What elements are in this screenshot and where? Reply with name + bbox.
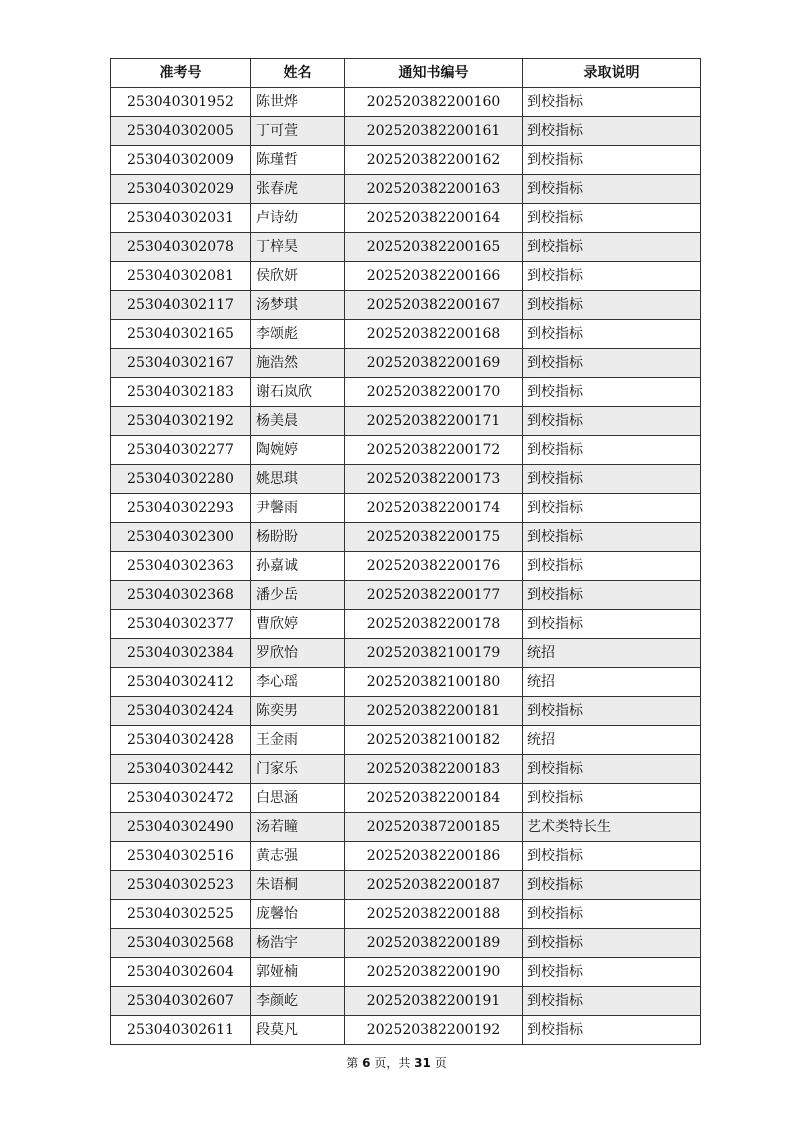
cell-notice-number: 202520382200176: [345, 552, 523, 581]
cell-name: 汤若瞳: [251, 813, 345, 842]
cell-notice-number: 202520382200181: [345, 697, 523, 726]
cell-name: 潘少岳: [251, 581, 345, 610]
header-notice-number: 通知书编号: [345, 59, 523, 88]
cell-admission-note: 到校指标: [523, 349, 701, 378]
table-row: [111, 639, 701, 668]
cell-name: 曹欣婷: [251, 610, 345, 639]
cell-admission-note: 到校指标: [523, 987, 701, 1016]
table-row: [111, 610, 701, 639]
table-row: [111, 668, 701, 697]
table-row: [111, 697, 701, 726]
cell-name: 卢诗幼: [251, 204, 345, 233]
cell-name: 段莫凡: [251, 1016, 345, 1045]
cell-exam-number: 253040302607: [111, 987, 251, 1016]
cell-admission-note: 统招: [523, 668, 701, 697]
cell-notice-number: 202520382200161: [345, 117, 523, 146]
table-row: [111, 900, 701, 929]
cell-admission-note: 到校指标: [523, 610, 701, 639]
cell-name: 杨美晨: [251, 407, 345, 436]
cell-notice-number: 202520382200170: [345, 378, 523, 407]
table-row: [111, 581, 701, 610]
cell-admission-note: 到校指标: [523, 842, 701, 871]
cell-exam-number: 253040302472: [111, 784, 251, 813]
page-footer: [0, 1055, 793, 1071]
cell-exam-number: 253040302117: [111, 291, 251, 320]
cell-exam-number: 253040302192: [111, 407, 251, 436]
cell-exam-number: 253040302293: [111, 494, 251, 523]
cell-admission-note: 到校指标: [523, 320, 701, 349]
cell-notice-number: 202520382200190: [345, 958, 523, 987]
cell-notice-number: 202520382200189: [345, 929, 523, 958]
cell-name: 陈瑾哲: [251, 146, 345, 175]
table-row: [111, 523, 701, 552]
table-row: [111, 146, 701, 175]
cell-admission-note: 到校指标: [523, 900, 701, 929]
cell-name: 张春虎: [251, 175, 345, 204]
cell-admission-note: 到校指标: [523, 958, 701, 987]
cell-exam-number: 253040302300: [111, 523, 251, 552]
header-exam-number: 准考号: [111, 59, 251, 88]
cell-notice-number: 202520382200183: [345, 755, 523, 784]
header-admission-note: 录取说明: [523, 59, 701, 88]
cell-notice-number: 202520382200191: [345, 987, 523, 1016]
cell-exam-number: 253040302424: [111, 697, 251, 726]
cell-notice-number: 202520382200187: [345, 871, 523, 900]
cell-notice-number: 202520382200166: [345, 262, 523, 291]
table-row: [111, 726, 701, 755]
cell-exam-number: 253040302031: [111, 204, 251, 233]
cell-exam-number: 253040302009: [111, 146, 251, 175]
table-row: [111, 436, 701, 465]
table-row: [111, 204, 701, 233]
cell-exam-number: 253040302165: [111, 320, 251, 349]
table-row: [111, 291, 701, 320]
cell-exam-number: 253040302368: [111, 581, 251, 610]
cell-name: 汤梦琪: [251, 291, 345, 320]
table-row: [111, 842, 701, 871]
cell-name: 丁梓昊: [251, 233, 345, 262]
table-row: [111, 987, 701, 1016]
cell-admission-note: 到校指标: [523, 494, 701, 523]
cell-name: 王金雨: [251, 726, 345, 755]
cell-exam-number: 253040302516: [111, 842, 251, 871]
cell-notice-number: 202520382200160: [345, 88, 523, 117]
cell-notice-number: 202520382200164: [345, 204, 523, 233]
cell-exam-number: 253040302183: [111, 378, 251, 407]
cell-notice-number: 202520382100179: [345, 639, 523, 668]
cell-name: 庞馨怡: [251, 900, 345, 929]
cell-admission-note: 到校指标: [523, 291, 701, 320]
table-row: [111, 1016, 701, 1045]
footer-prefix: 第: [346, 1056, 359, 1070]
cell-notice-number: 202520382200184: [345, 784, 523, 813]
header-name: 姓名: [251, 59, 345, 88]
cell-exam-number: 253040302568: [111, 929, 251, 958]
cell-name: 陈世烨: [251, 88, 345, 117]
footer-suffix: 页: [434, 1056, 447, 1070]
cell-notice-number: 202520382200172: [345, 436, 523, 465]
cell-admission-note: 到校指标: [523, 697, 701, 726]
table-row: [111, 552, 701, 581]
table-row: [111, 813, 701, 842]
cell-admission-note: 到校指标: [523, 784, 701, 813]
footer-page-number: 6: [362, 1056, 371, 1070]
cell-exam-number: 253040302611: [111, 1016, 251, 1045]
table-body: [111, 88, 701, 1045]
cell-name: 李颂彪: [251, 320, 345, 349]
cell-exam-number: 253040302412: [111, 668, 251, 697]
table-row: [111, 233, 701, 262]
table-row: [111, 871, 701, 900]
cell-admission-note: 到校指标: [523, 378, 701, 407]
cell-exam-number: 253040302523: [111, 871, 251, 900]
footer-middle: 页，共: [374, 1056, 411, 1070]
cell-admission-note: 到校指标: [523, 146, 701, 175]
cell-name: 杨盼盼: [251, 523, 345, 552]
cell-name: 门家乐: [251, 755, 345, 784]
cell-name: 陶婉婷: [251, 436, 345, 465]
cell-admission-note: 到校指标: [523, 581, 701, 610]
table-header-row: [111, 59, 701, 88]
cell-admission-note: 到校指标: [523, 552, 701, 581]
table-row: [111, 262, 701, 291]
cell-name: 李颜屹: [251, 987, 345, 1016]
cell-exam-number: 253040302490: [111, 813, 251, 842]
table-row: [111, 378, 701, 407]
table-row: [111, 784, 701, 813]
table-row: [111, 320, 701, 349]
cell-exam-number: 253040302277: [111, 436, 251, 465]
cell-name: 李心瑶: [251, 668, 345, 697]
table-row: [111, 349, 701, 378]
cell-admission-note: 到校指标: [523, 204, 701, 233]
cell-notice-number: 202520382200171: [345, 407, 523, 436]
cell-admission-note: 到校指标: [523, 871, 701, 900]
cell-notice-number: 202520382200163: [345, 175, 523, 204]
cell-exam-number: 253040301952: [111, 88, 251, 117]
cell-notice-number: 202520382200165: [345, 233, 523, 262]
cell-notice-number: 202520382200175: [345, 523, 523, 552]
cell-name: 姚思琪: [251, 465, 345, 494]
cell-exam-number: 253040302029: [111, 175, 251, 204]
cell-name: 陈奕男: [251, 697, 345, 726]
cell-notice-number: 202520382200162: [345, 146, 523, 175]
table-row: [111, 465, 701, 494]
cell-exam-number: 253040302363: [111, 552, 251, 581]
cell-exam-number: 253040302384: [111, 639, 251, 668]
cell-notice-number: 202520382200186: [345, 842, 523, 871]
cell-admission-note: 到校指标: [523, 1016, 701, 1045]
cell-name: 罗欣怡: [251, 639, 345, 668]
cell-name: 施浩然: [251, 349, 345, 378]
cell-notice-number: 202520382200177: [345, 581, 523, 610]
cell-exam-number: 253040302377: [111, 610, 251, 639]
cell-admission-note: 到校指标: [523, 175, 701, 204]
cell-notice-number: 202520382100180: [345, 668, 523, 697]
cell-admission-note: 到校指标: [523, 88, 701, 117]
table-row: [111, 88, 701, 117]
admission-list-sheet: [110, 58, 700, 1045]
cell-exam-number: 253040302081: [111, 262, 251, 291]
cell-notice-number: 202520382200167: [345, 291, 523, 320]
table-row: [111, 958, 701, 987]
cell-name: 杨浩宇: [251, 929, 345, 958]
cell-exam-number: 253040302604: [111, 958, 251, 987]
cell-name: 郭娅楠: [251, 958, 345, 987]
cell-notice-number: 202520382200168: [345, 320, 523, 349]
cell-admission-note: 统招: [523, 639, 701, 668]
cell-admission-note: 到校指标: [523, 523, 701, 552]
footer-total-pages: 31: [414, 1056, 431, 1070]
cell-admission-note: 艺术类特长生: [523, 813, 701, 842]
table-row: [111, 929, 701, 958]
cell-notice-number: 202520382200178: [345, 610, 523, 639]
cell-notice-number: 202520382200174: [345, 494, 523, 523]
cell-notice-number: 202520382100182: [345, 726, 523, 755]
cell-exam-number: 253040302167: [111, 349, 251, 378]
cell-admission-note: 到校指标: [523, 117, 701, 146]
cell-name: 黄志强: [251, 842, 345, 871]
cell-notice-number: 202520382200192: [345, 1016, 523, 1045]
cell-exam-number: 253040302078: [111, 233, 251, 262]
cell-exam-number: 253040302280: [111, 465, 251, 494]
table-row: [111, 755, 701, 784]
table-row: [111, 117, 701, 146]
cell-admission-note: 到校指标: [523, 262, 701, 291]
cell-name: 朱语桐: [251, 871, 345, 900]
cell-name: 尹馨雨: [251, 494, 345, 523]
cell-exam-number: 253040302428: [111, 726, 251, 755]
cell-notice-number: 202520387200185: [345, 813, 523, 842]
cell-admission-note: 到校指标: [523, 465, 701, 494]
cell-admission-note: 统招: [523, 726, 701, 755]
admission-table: [110, 58, 701, 1045]
cell-notice-number: 202520382200169: [345, 349, 523, 378]
cell-name: 丁可萱: [251, 117, 345, 146]
table-row: [111, 175, 701, 204]
cell-exam-number: 253040302525: [111, 900, 251, 929]
cell-admission-note: 到校指标: [523, 233, 701, 262]
cell-name: 白思涵: [251, 784, 345, 813]
cell-name: 孙嘉诚: [251, 552, 345, 581]
cell-notice-number: 202520382200173: [345, 465, 523, 494]
table-row: [111, 494, 701, 523]
cell-exam-number: 253040302442: [111, 755, 251, 784]
cell-name: 侯欣妍: [251, 262, 345, 291]
cell-admission-note: 到校指标: [523, 407, 701, 436]
cell-name: 谢石岚欣: [251, 378, 345, 407]
cell-admission-note: 到校指标: [523, 436, 701, 465]
table-row: [111, 407, 701, 436]
cell-exam-number: 253040302005: [111, 117, 251, 146]
cell-admission-note: 到校指标: [523, 929, 701, 958]
cell-admission-note: 到校指标: [523, 755, 701, 784]
cell-notice-number: 202520382200188: [345, 900, 523, 929]
